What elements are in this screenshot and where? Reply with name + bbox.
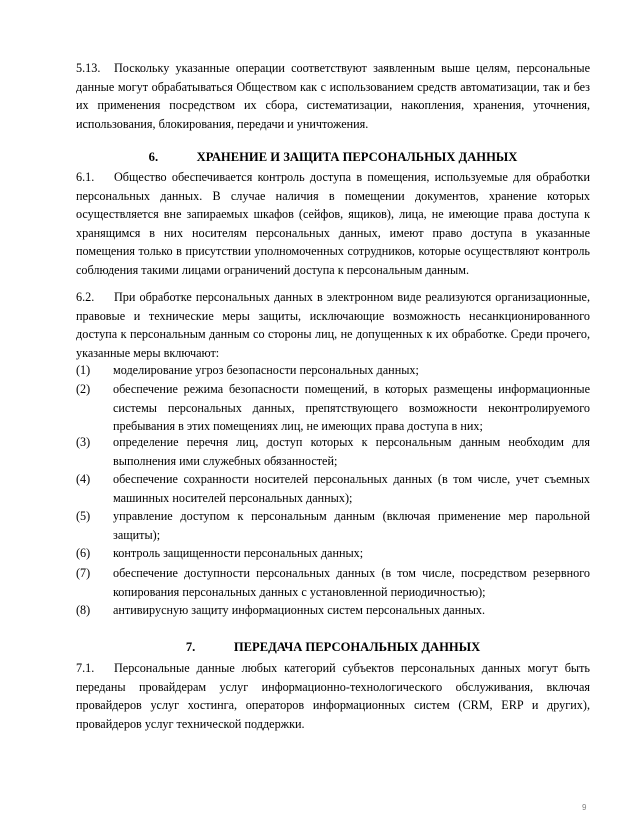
list-item — [76, 564, 590, 601]
list-item-number: (6) — [76, 546, 91, 560]
paragraph-6-1 — [76, 168, 590, 280]
paragraph-text: Общество обеспечивается контроль доступа в помещения, используемые для обработки персональных данных. В случае наличия в помещении документов, хранение которых осуществляется вне запираемых шкафов (сейфов, ящиков), лица, не имеющие права доступа к хранящимся в них носителям персональных данных, имеют право доступа в указанные помещения только в присутствии уполномоченных сотрудников, которые осуществляют контроль соблюдения такими лицами ограничений доступа к персональным данным. — [76, 170, 590, 277]
list-item — [76, 361, 590, 380]
paragraph-number: 7.1. — [76, 661, 95, 675]
list-item-number: (8) — [76, 603, 91, 617]
list-item-text: моделирование угроз безопасности персональных данных; — [113, 363, 419, 377]
list-item-text: обеспечение режима безопасности помещений, в которых размещены информационные системы персональных данных, препятствующего возможности неконтролируемого пребывания в этих помещениях лиц, не имеющих права доступа в них; — [113, 382, 590, 434]
list-item — [76, 380, 590, 436]
list-item-text: контроль защищенности персональных данных; — [113, 546, 364, 560]
list-item — [76, 601, 590, 620]
section-7-heading — [76, 638, 590, 656]
list-item-text: определение перечня лиц, доступ которых к персональным данным необходим для выполнения ими служебных обязанностей; — [113, 435, 590, 468]
list-item-number: (5) — [76, 509, 91, 523]
list-item-text: управление доступом к персональным данным (включая применение мер парольной защиты); — [113, 509, 590, 542]
list-item-text: антивирусную защиту информационных систем персональных данных. — [113, 603, 486, 617]
list-item-text: обеспечение сохранности носителей персональных данных (в том числе, учет съемных машинных носителей персональных данных); — [113, 472, 590, 505]
page-number: 9 — [582, 803, 587, 812]
paragraph-6-2 — [76, 288, 590, 362]
paragraph-number: 5.13. — [76, 61, 101, 75]
list-item — [76, 433, 590, 470]
section-number: 7. — [185, 640, 196, 654]
section-title: ХРАНЕНИЕ И ЗАЩИТА ПЕРСОНАЛЬНЫХ ДАННЫХ — [196, 150, 518, 164]
list-item-number: (2) — [76, 382, 91, 396]
paragraph-number: 6.2. — [76, 290, 95, 304]
paragraph-text: При обработке персональных данных в электронном виде реализуются организационные, правовые и технические меры защиты, исключающие возможность несанкционированного доступа к персональным данным со стороны лиц, не допущенных к их обработке. Среди прочего, указанные меры включают: — [76, 290, 590, 360]
list-item-text: обеспечение доступности персональных данных (в том числе, посредством резервного копирования персональных данных с установленной периодичностью); — [113, 566, 590, 599]
section-title: ПЕРЕДАЧА ПЕРСОНАЛЬНЫХ ДАННЫХ — [233, 640, 481, 654]
list-item-number: (7) — [76, 566, 91, 580]
list-item-number: (3) — [76, 435, 91, 449]
list-item-number: (1) — [76, 363, 91, 377]
list-item-number: (4) — [76, 472, 91, 486]
paragraph-text: Поскольку указанные операции соответствуют заявленным выше целям, персональные данные могут обрабатываться Обществом как с использованием средств автоматизации, так и без их применения посредством их сбора, систематизации, накопления, хранения, уточнения, использования, блокирования, передачи и уничтожения. — [76, 61, 590, 131]
list-item — [76, 507, 590, 544]
section-6-heading — [76, 148, 590, 166]
list-item — [76, 544, 590, 563]
paragraph-number: 6.1. — [76, 170, 95, 184]
list-item — [76, 470, 590, 507]
paragraph-5-13 — [76, 59, 590, 133]
section-number: 6. — [148, 150, 159, 164]
paragraph-text: Персональные данные любых категорий субъектов персональных данных могут быть переданы провайдерам услуг информационно-технологического обслуживания, включая провайдеров услуг хостинга, операторов информационных систем (CRM, ERP и других), провайдеров услуг технической поддержки. — [76, 661, 590, 731]
paragraph-7-1 — [76, 659, 590, 733]
